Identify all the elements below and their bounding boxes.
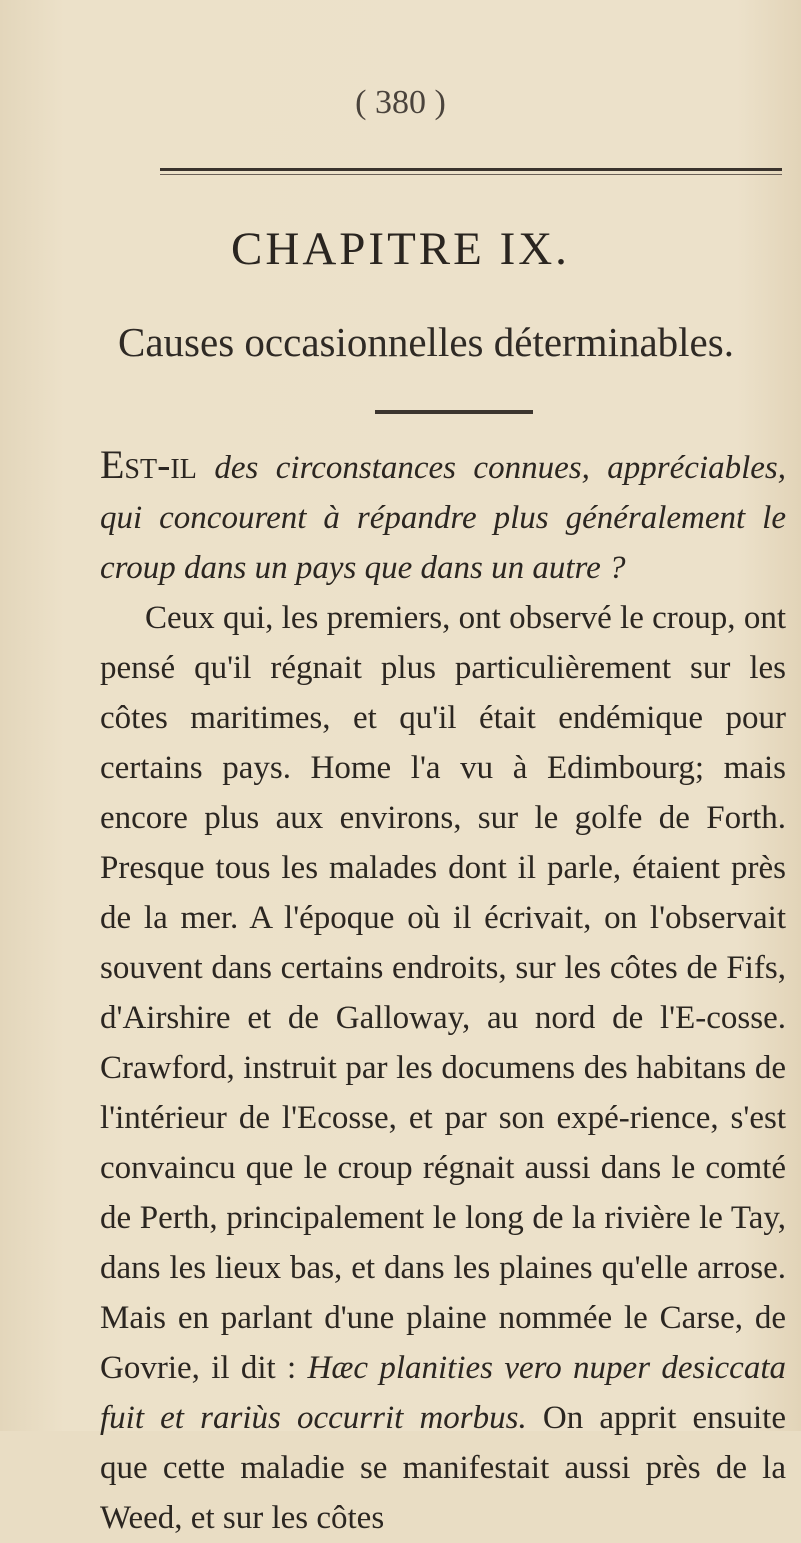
page-number: ( 380 )	[355, 84, 446, 121]
body-text	[100, 440, 786, 1543]
question-paragraph	[100, 440, 786, 593]
latin-quote: Hæc planities vero nuper desiccata fuit et rariùs occurrit morbus.	[100, 1350, 786, 1436]
header-rule	[160, 168, 782, 171]
question-text: des circonstances connues, appréciables, qui concourent à répandre plus généralement le croup dans un pays que dans un autre ?	[100, 450, 786, 586]
paragraph-text: Ceux qui, les premiers, ont observé le croup, ont pensé qu'il régnait plus particulièrement sur les côtes maritimes, et qu'il était endémique pour certains pays. Home l'a vu à Edimbourg; mais encore plus aux environs, sur le golfe de Forth. Presque tous les malades dont il parle, étaient près de la mer. A l'époque où il écrivait, on l'observait souvent dans certains endroits, sur les côtes de Fifs, d'Airshire et de Galloway, au nord de l'E-cosse. Crawford, instruit par les documens des habitans de l'intérieur de l'Ecosse, et par son expé-rience, s'est convaincu que le croup régnait aussi dans le comté de Perth, principalement le long de la rivière le Tay, dans les lieux bas, et dans les plaines qu'elle arrose. Mais en parlant d'une plaine nommée le Carse, de Govrie, il dit :	[100, 600, 786, 1386]
section-divider	[375, 410, 533, 414]
chapter-subtitle: Causes occasionnelles déterminables.	[118, 319, 734, 365]
question-lead: Est-il	[100, 442, 197, 487]
chapter-title: CHAPITRE IX.	[231, 223, 570, 275]
paragraph-continuation: On apprit ensuite que cette maladie se manifestait aussi près de la Weed, et sur les côtes	[100, 1400, 786, 1536]
header-rule-thin	[160, 174, 782, 175]
main-paragraph	[100, 593, 786, 1543]
